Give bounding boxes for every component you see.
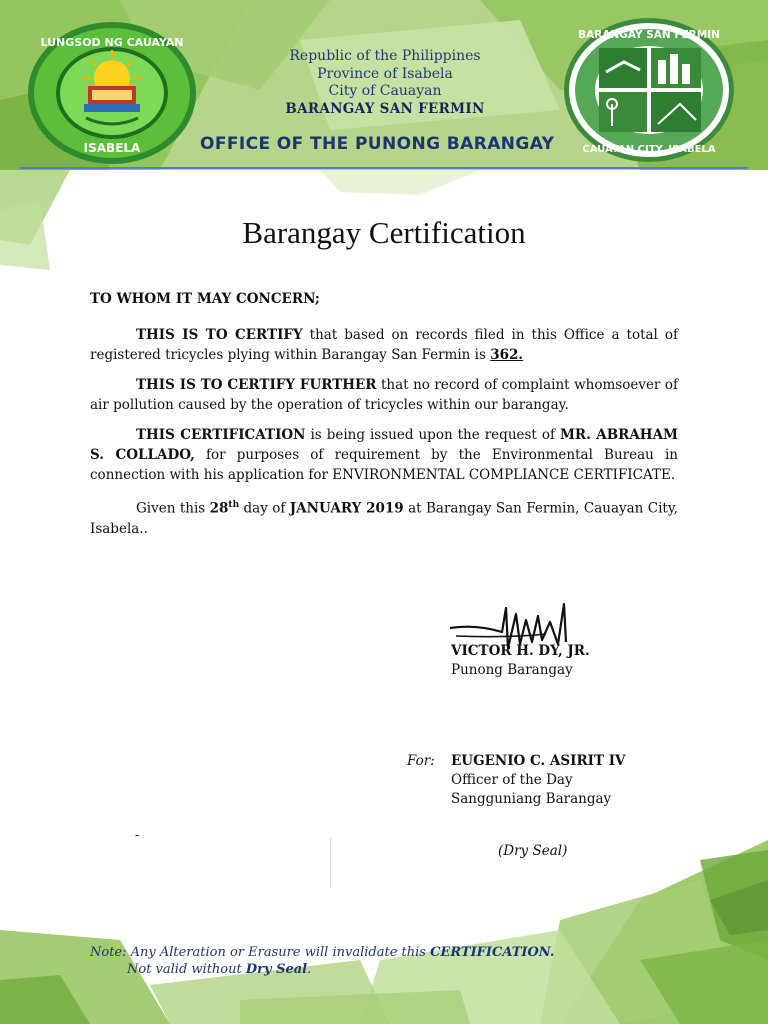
- officer-position-2: Sangguniang Barangay: [451, 791, 612, 807]
- p3-text-b: for purposes of requirement by the Environmental Bureau in connection with his application for ENVIRONMENTAL COMPLIANCE CERTIFICATE.: [90, 447, 678, 483]
- officer-name: EUGENIO C. ASIRIT IV: [451, 753, 626, 769]
- note-line-1: [90, 944, 554, 961]
- office-heading: OFFICE OF THE PUNONG BARANGAY: [200, 134, 555, 154]
- city-line: City of Cauayan: [328, 83, 442, 99]
- svg-text:ISABELA: ISABELA: [83, 141, 141, 155]
- barangay-seal-icon: [562, 16, 736, 164]
- province-line: Province of Isabela: [317, 65, 453, 82]
- p4-given: Given this: [136, 500, 210, 517]
- document-title: Barangay Certification: [242, 215, 526, 250]
- svg-text:LUNGSOD NG CAUAYAN: LUNGSOD NG CAUAYAN: [40, 36, 184, 49]
- republic-line: Republic of the Philippines: [289, 48, 481, 64]
- footer-note: [90, 944, 554, 978]
- letterhead: [260, 48, 510, 118]
- tricycle-count: 362.: [490, 347, 524, 363]
- p2-lead: THIS IS TO CERTIFY FURTHER: [136, 377, 377, 393]
- p1-lead: THIS IS TO CERTIFY: [136, 327, 303, 343]
- dry-seal-label: (Dry Seal): [498, 843, 568, 859]
- note-line-2-bold: Dry Seal: [245, 962, 308, 977]
- p3-text-a: is being issued upon the request of: [305, 427, 560, 443]
- barangay-line: BARANGAY SAN FERMIN: [285, 100, 485, 117]
- p2-text: that no record of complaint whomsoever of air pollution caused by the operation of tricycles within our barangay.: [90, 377, 678, 413]
- signatory-name: VICTOR H. DY, JR.: [451, 643, 590, 659]
- note-line-2-text: Not valid without: [127, 962, 246, 977]
- note-line-1-text: Note: Any Alteration or Erasure will invalidate this: [90, 945, 431, 960]
- paragraph-4: [90, 495, 678, 539]
- note-line-2: [90, 961, 554, 978]
- dash-mark: -: [135, 828, 140, 843]
- note-line-1-bold: CERTIFICATION.: [430, 945, 555, 960]
- svg-text:BARANGAY SAN FERMIN: BARANGAY SAN FERMIN: [578, 29, 720, 41]
- p4-month: JANUARY 2019: [289, 500, 404, 517]
- p4-day: 28: [209, 500, 229, 517]
- bottom-green-shapes: [0, 840, 768, 1024]
- salutation: TO WHOM IT MAY CONCERN;: [90, 291, 320, 307]
- paragraph-2: [90, 375, 678, 415]
- signatory-block: [451, 642, 590, 680]
- p1-text: that based on records filed in this Office a total of registered tricycles plying within Barangay San Fermin is: [90, 327, 679, 363]
- divider-line: [330, 838, 331, 888]
- paragraph-3: [90, 425, 678, 485]
- paragraph-1: [90, 325, 678, 365]
- svg-text:CAUAYAN CITY, ISABELA: CAUAYAN CITY, ISABELA: [582, 144, 716, 155]
- for-label: For:: [407, 753, 435, 769]
- certificate-body: [90, 289, 678, 549]
- officer-position-1: Officer of the Day: [451, 772, 573, 788]
- p3-lead: THIS CERTIFICATION: [136, 427, 306, 443]
- header-divider: [20, 167, 748, 169]
- p4-rest: at Barangay San Fermin, Cauayan City, Isabela..: [90, 500, 678, 537]
- p4-dayof: day of: [239, 500, 290, 517]
- signatory-position: Punong Barangay: [451, 662, 573, 678]
- note-line-2-end: .: [307, 962, 312, 977]
- p4-day-suffix: th: [228, 500, 240, 510]
- requester-name: MR. ABRAHAM S. COLLADO,: [90, 427, 678, 463]
- city-seal-icon: [26, 20, 198, 166]
